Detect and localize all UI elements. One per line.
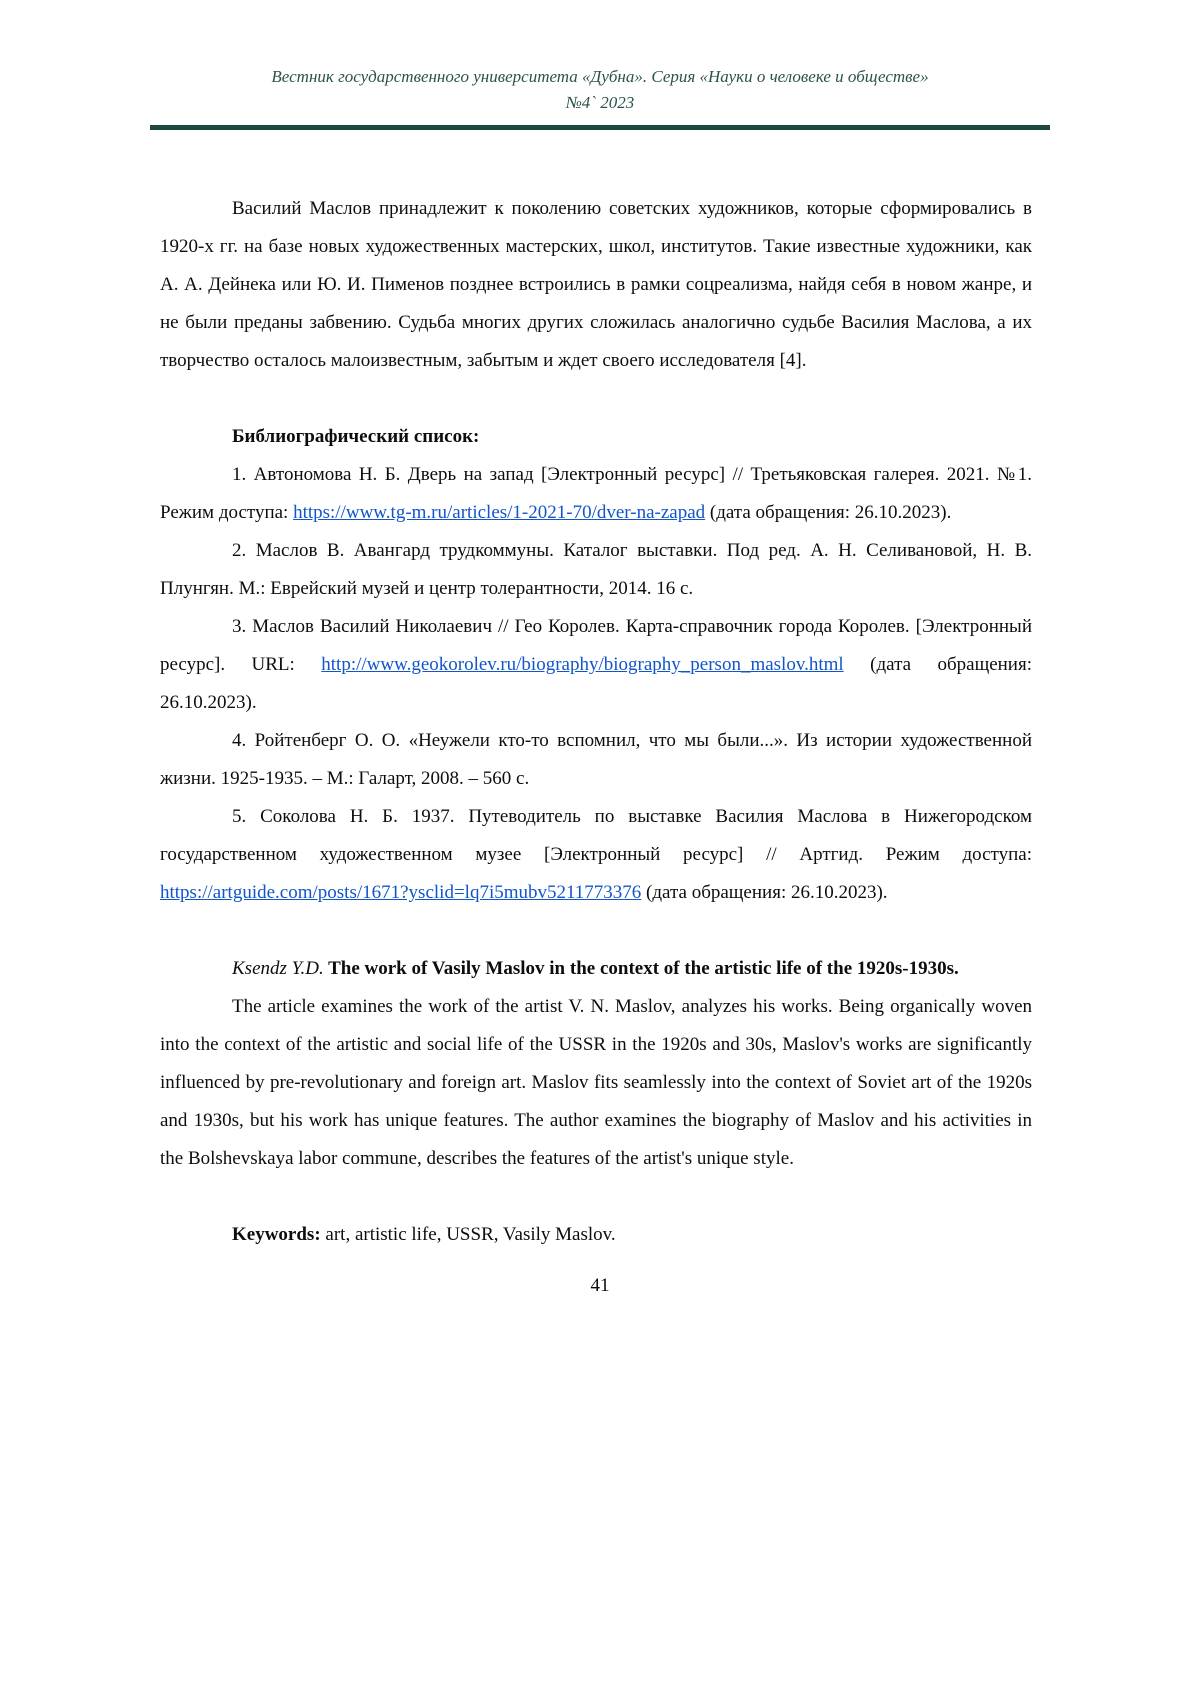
journal-issue: №4` 2023 — [565, 93, 635, 112]
keywords-paragraph — [160, 1216, 1032, 1254]
page-footer — [0, 1272, 1200, 1300]
english-author: Ksendz Y.D. — [232, 958, 324, 979]
reference-link[interactable]: https://artguide.com/posts/1671?ysclid=lq7i5mubv5211773376 — [160, 882, 642, 903]
reference-item-5 — [160, 798, 1032, 912]
bibliography-heading — [160, 418, 1032, 456]
reference-link[interactable]: https://www.tg-m.ru/articles/1-2021-70/dver-na-zapad — [293, 502, 706, 523]
english-title-paragraph — [160, 950, 1032, 988]
reference-item-2 — [160, 532, 1032, 608]
reference-item-3 — [160, 608, 1032, 722]
page-number: 41 — [590, 1275, 610, 1296]
reference-link[interactable]: http://www.geokorolev.ru/biography/biography_person_maslov.html — [321, 654, 844, 675]
english-abstract: The article examines the work of the artist V. N. Maslov, analyzes his works. Being organically woven into the context of the artistic and social life of the USSR in the 1920s and 30s, Maslov's works are significantly influenced by pre-revolutionary and foreign art. Maslov fits seamlessly into the context of Soviet art of the 1920s and 1930s, but his work has unique features. The author examines the biography of Maslov and his activities in the Bolshevskaya labor commune, describes the features of the artist's unique style. — [160, 996, 1032, 1169]
intro-paragraph: Василий Маслов принадлежит к поколению советских художников, которые сформировались в 1920-х гг. на базе новых художественных мастерских, школ, институтов. Такие известные художники, как А. А. Дейнека или Ю. И. Пименов позднее встроились в рамки соцреализма, найдя себя в новом жанре, и не были преданы забвению. Судьба многих других сложилась аналогично судьбе Василия Маслова, а их творчество осталось малоизвестным, забытым и ждет своего исследователя [4]. — [160, 198, 1032, 371]
reference-text: 5. Соколова Н. Б. 1937. Путеводитель по выставке Василия Маслова в Нижегородском государственном художественном музее [Электронный ресурс] // Артгид. Режим доступа: — [160, 806, 1032, 865]
article-content — [160, 190, 1032, 1254]
reference-item-1 — [160, 456, 1032, 532]
reference-text: 2. Маслов В. Авангард трудкоммуны. Каталог выставки. Под ред. А. Н. Селивановой, Н. В. Плунгян. М.: Еврейский музей и центр толерантности, 2014. 16 с. — [160, 540, 1032, 599]
reference-text: (дата обращения: 26.10.2023). — [641, 882, 888, 903]
keywords-label: Keywords: — [232, 1224, 321, 1245]
reference-text: 1. Автономова Н. Б. Дверь на запад [Электронный ресурс] // Третьяковская галерея. 2021. №1. Режим доступа: — [160, 464, 1032, 523]
english-title: The work of Vasily Maslov in the context of the artistic life of the 1920s-1930s. — [323, 958, 959, 979]
header-rule — [150, 125, 1050, 130]
reference-item-4 — [160, 722, 1032, 798]
reference-text: 4. Ройтенберг О. О. «Неужели кто-то вспомнил, что мы были...». Из истории художественной жизни. 1925-1935. – М.: Галарт, 2008. – 560 с. — [160, 730, 1032, 789]
keywords-text: art, artistic life, USSR, Vasily Maslov. — [320, 1224, 616, 1245]
journal-title: Вестник государственного университета «Дубна». Серия «Науки о человеке и обществе» — [271, 67, 929, 86]
reference-text: 3. Маслов Василий Николаевич // Гео Королев. Карта-справочник города Королев. [Электронный ресурс]. URL: — [160, 616, 1032, 675]
page-header — [0, 0, 1200, 116]
reference-text: (дата обращения: 26.10.2023). — [160, 654, 1032, 713]
bibliography-heading-text: Библиографический список: — [232, 426, 480, 447]
reference-text: (дата обращения: 26.10.2023). — [705, 502, 952, 523]
